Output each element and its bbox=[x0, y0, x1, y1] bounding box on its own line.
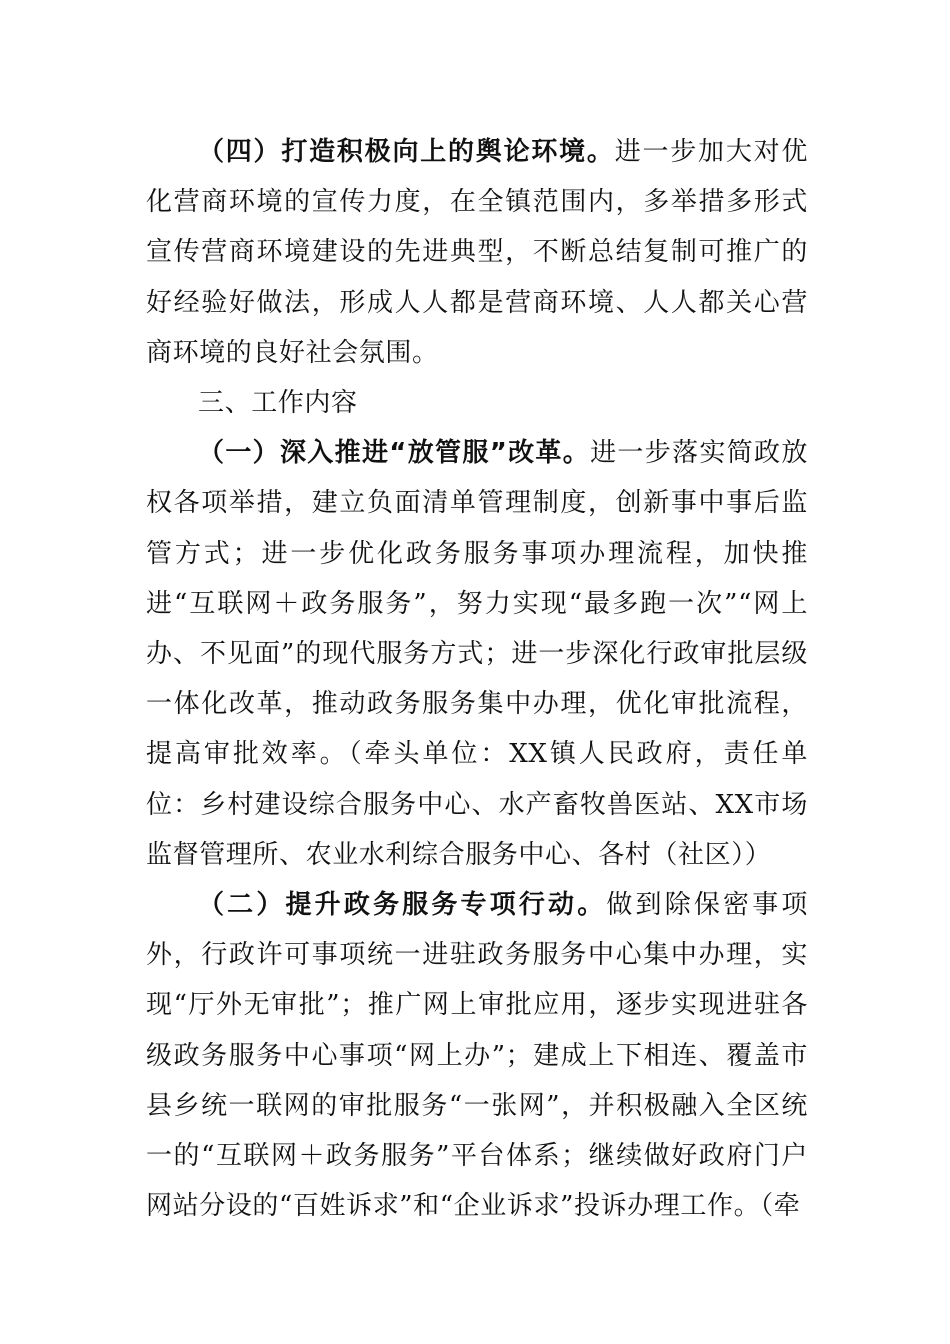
paragraph-item-1 bbox=[146, 428, 808, 880]
paragraph-text-item-1: 进一步落实简政放权各项举措，建立负面清单管理制度，创新事中事后监管方式；进一步优化政务服务事项办理流程，加快推进“互联网＋政务服务”，努力实现“最多跑一次”“网上办、不见面”的现代服务方式；进一步深化行政审批层级一体化改革，推动政务服务集中办理，优化审批流程，提高审批效率。（牵头单位：XX镇人民政府，责任单位：乡村建设综合服务中心、水产畜牧兽医站、XX市场监督管理所、农业水利综合服务中心、各村（社区）） bbox=[146, 438, 808, 870]
paragraph-lead-item-2: （二）提升政务服务专项行动。 bbox=[198, 890, 607, 921]
paragraph-text-section-4: 进一步加大对优化营商环境的宣传力度，在全镇范围内，多举措多形式宣传营商环境建设的先进典型，不断总结复制可推广的好经验好做法，形成人人都是营商环境、人人都关心营商环境的良好社会氛围。 bbox=[146, 137, 808, 368]
paragraph-lead-section-4: （四）打造积极向上的舆论环境。 bbox=[198, 137, 615, 167]
paragraph-text-item-2: 做到除保密事项外，行政许可事项统一进驻政务服务中心集中办理，实现“厅外无审批”；推广网上审批应用，逐步实现进驻各级政务服务中心事项“网上办”；建成上下相连、覆盖市县乡统一联网的审批服务“一张网”，并积极融入全区统一的“互联网＋政务服务”平台体系；继续做好政府门户网站分设的“百姓诉求”和“企业诉求”投诉办理工作。（牵 bbox=[146, 890, 808, 1222]
document-body bbox=[146, 127, 808, 1231]
paragraph-item-2 bbox=[146, 880, 808, 1231]
section-heading-work-content: 三、工作内容 bbox=[198, 388, 358, 419]
paragraph-section-4 bbox=[146, 127, 808, 378]
paragraph-lead-item-1: （一）深入推进“放管服”改革。 bbox=[198, 438, 591, 469]
